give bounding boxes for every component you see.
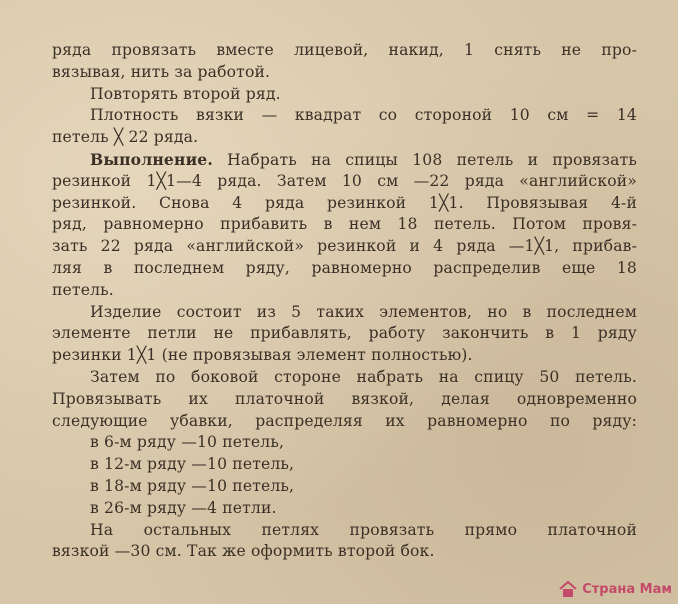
text-line: вязывая, нить за работой. (52, 62, 271, 81)
text-line: резинкой. Снова 4 ряда резинкой 1╳1. Провязывая 4-й (52, 193, 637, 212)
section-heading: Выполнение. (90, 149, 213, 169)
watermark-text: Страна Мам (582, 581, 672, 597)
text-line: Провязывать их платочной вязкой, делая одновременно (52, 389, 637, 408)
text-line: петель ╳ 22 ряда. (52, 128, 199, 147)
text-line: ряд, равномерно прибавить в нем 18 петель. Потом провя- (52, 215, 637, 234)
watermark-logo (558, 580, 672, 598)
list-item: в 18-м ряду —10 петель, (90, 476, 295, 495)
text-line: Повторять второй ряд. (90, 84, 281, 103)
list-item: в 26-м ряду —4 петли. (90, 498, 277, 517)
text-line: зать 22 ряда «английской» резинкой и 4 ряда —1╳1, прибав- (52, 237, 637, 256)
text-line: резинки 1╳1 (не провязывая элемент полностью). (52, 346, 473, 365)
list-item: в 12-м ряду —10 петель, (90, 455, 295, 474)
text-line: элементе петли не прибавлять, работу закончить в 1 ряду (52, 324, 637, 343)
text-line (52, 149, 637, 171)
text-line: петель. (52, 280, 114, 299)
text-line: На остальных петлях провязать прямо платочной (90, 520, 637, 539)
house-icon (558, 580, 578, 598)
text-line: ряда провязать вместе лицевой, накид, 1 снять не про- (52, 41, 637, 59)
text-fragment: Набрать на спицы 108 петель и провязать (212, 150, 637, 169)
text-line: вязкой —30 см. Так же оформить второй бок. (52, 542, 435, 561)
text-line: следующие убавки, распределяя их равномерно по ряду: (52, 411, 637, 430)
text-line: резинкой 1╳1—4 ряда. Затем 10 см —22 ряда «английской» (52, 171, 637, 190)
list-item: в 6-м ряду —10 петель, (90, 433, 285, 452)
text-line: ляя в последнем ряду, равномерно распределив еще 18 (52, 258, 637, 277)
knitting-instructions (52, 40, 637, 563)
text-line: Плотность вязки — квадрат со стороной 10 см = 14 (90, 106, 637, 125)
text-line: Изделие состоит из 5 таких элементов, но в последнем (90, 302, 637, 321)
text-line: Затем по боковой стороне набрать на спицу 50 петель. (90, 367, 637, 386)
